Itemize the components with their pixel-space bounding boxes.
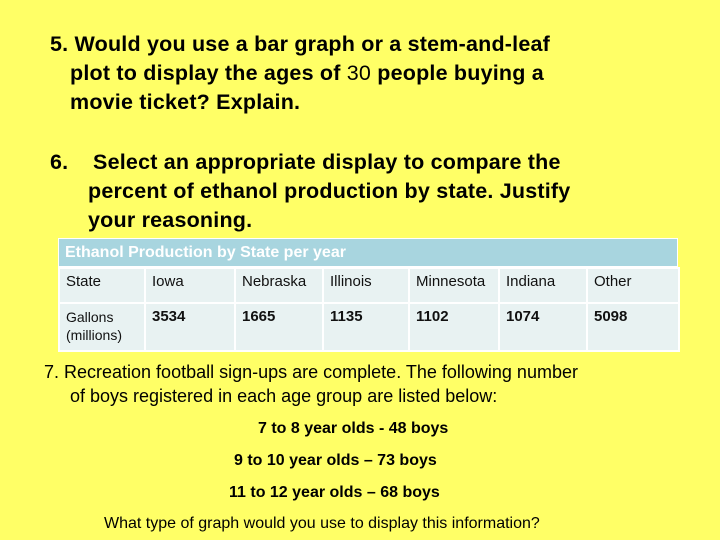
q7-question: What type of graph would you use to display this information? [104,515,540,532]
table-cell: Other [587,268,679,303]
q5-line2 [50,59,670,88]
table-title: Ethanol Production by State per year [58,238,678,267]
table-row [59,303,679,351]
table-cell: Gallons (millions) [59,303,145,351]
q7-line1: 7. Recreation football sign-ups are complete. The following number [44,362,578,382]
age-group-2: 9 to 10 year olds – 73 boys [234,452,437,469]
question-6 [50,148,690,235]
q5-line3: movie ticket? Explain. [70,90,301,114]
table-cell: Nebraska [235,268,323,303]
table-cell: Minnesota [409,268,499,303]
question-7 [44,360,684,408]
table-cell: 1135 [323,303,409,351]
table-cell: 1074 [499,303,587,351]
question-5 [50,30,670,117]
age-group-1: 7 to 8 year olds - 48 boys [258,420,449,437]
table-cell: 1102 [409,303,499,351]
table-cell: Indiana [499,268,587,303]
q5-line2-start: plot to display the ages of [70,61,347,85]
q7-line2: of boys registered in each age group are listed below: [70,386,498,406]
table-cell: Iowa [145,268,235,303]
age-group-3: 11 to 12 year olds – 68 boys [229,484,440,501]
q5-line2-end: people buying a [371,61,544,85]
table-cell: 5098 [587,303,679,351]
q6-line2: percent of ethanol production by state. Justify [88,179,571,203]
q6-line3: your reasoning. [88,208,253,232]
q5-number-30: 30 [346,61,372,85]
table-cell: 1665 [235,303,323,351]
table-cell: Illinois [323,268,409,303]
table-cell: 3534 [145,303,235,351]
q6-line1: Select an appropriate display to compare the [93,150,561,174]
q6-number: 6. [50,150,69,174]
table-row [59,268,679,303]
q5-line1: 5. Would you use a bar graph or a stem-and-leaf [50,32,551,56]
ethanol-table [58,238,678,352]
table-cell: State [59,268,145,303]
